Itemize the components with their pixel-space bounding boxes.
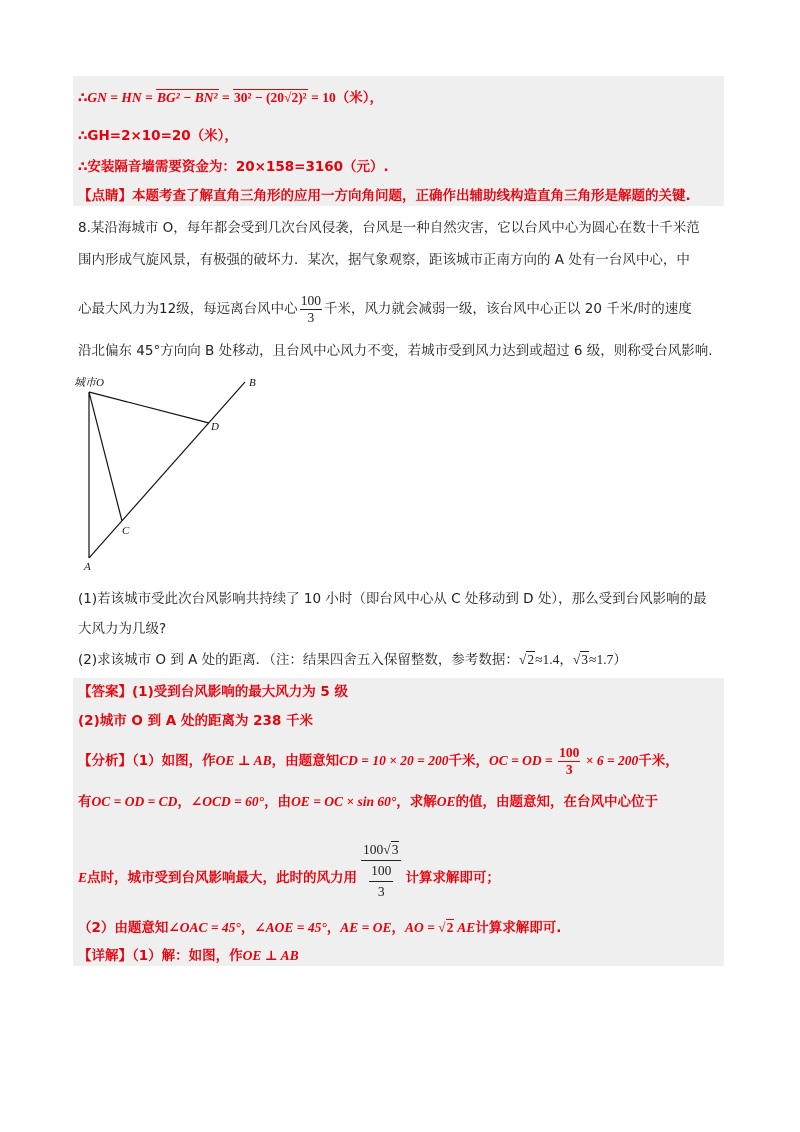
- solution-line-1: ∴GN = HN = BG² − BN² = 30² − (20√2)² = 10（米），: [78, 90, 383, 106]
- sqrt-1: BG² − BN²: [157, 90, 218, 105]
- detail-label: 【详解】: [78, 948, 132, 964]
- analysis-line-3: E点时，城市受到台风影响最大，此时的风力用 100√3 100 3 计算求解即可；: [78, 840, 500, 902]
- label-d: D: [211, 421, 219, 433]
- solution-line-2: ∴GH=2×10=20（米），: [78, 128, 238, 144]
- compound-fraction: 100√3 100 3: [361, 840, 401, 902]
- question-2: (2)求该城市 O 到 A 处的距离．（注：结果四舍五入保留整数，参考数据：√2≈1.4，√3≈1.7）: [78, 652, 627, 668]
- label-b: B: [249, 377, 256, 389]
- answer-line-1: 【答案】(1)受到台风影响的最大风力为 5 级: [78, 684, 349, 700]
- problem-line-1: 8.某沿海城市 O，每年都会受到几次台风侵袭，台风是一种自然灾害，它以台风中心为圆心在数十千米范: [78, 220, 700, 236]
- label-a: A: [84, 561, 91, 572]
- question-1-line-1: (1)若该城市受此次台风影响共持续了 10 小时（即台风中心从 C 处移动到 D 处），那么受到台风影响的最: [78, 591, 707, 607]
- solution-line-3: ∴安装隔音墙需要资金为：20×158=3160（元）.: [78, 159, 389, 175]
- problem-line-2: 围内形成气旋风景，有极强的破坏力．某次，据气象观察，距该城市正南方向的 A 处有一台风中心，中: [78, 252, 690, 268]
- analysis-label: 【分析】: [78, 753, 132, 769]
- label-city-o: 城市O: [74, 377, 104, 389]
- answer-label: 【答案】: [78, 684, 132, 700]
- detail-line: 【详解】（1）解：如图，作OE ⊥ AB: [78, 948, 299, 964]
- analysis-line-1: 【分析】（1）如图，作OE ⊥ AB，由题意知CD = 10 × 20 = 200千米，OC = OD = $\frac{100}{3}$ × 6 = 200千米，: [78, 744, 679, 777]
- analysis-line-2: 有OC = OD = CD，∠OCD = 60°，由OE = OC × sin 60°，求解OE的值，由题意知，在台风中心位于: [78, 794, 659, 810]
- comment-label: 【点睛】: [78, 188, 132, 204]
- analysis-line-4: （2）由题意知∠OAC = 45°，∠AOE = 45°，AE = OE，AO = √2 AE计算求解即可.: [78, 920, 562, 936]
- comment-line: 【点睛】本题考查了解直角三角形的应用一方向角问题，正确作出辅助线构造直角三角形是解题的关键.: [78, 188, 691, 204]
- fraction-100-over-3-b: $\frac{100}{3}$: [559, 744, 580, 777]
- fraction-100-over-3: $\frac{100}{3}$: [300, 292, 321, 325]
- problem-line-3: 心最大风力为12级，每远离台风中心 $\frac{100}{3}$ 千米，风力就会减弱一级，该台风中心正以 20 千米/时的速度: [78, 292, 692, 325]
- sqrt-2: 30² − (20√2)²: [234, 90, 307, 105]
- label-c: C: [122, 525, 130, 537]
- question-1-line-2: 大风力为几级?: [78, 621, 167, 637]
- typhoon-figure: [70, 372, 270, 572]
- answer-line-2: (2)城市 O 到 A 处的距离为 238 千米: [78, 713, 314, 729]
- problem-line-4: 沿北偏东 45°方向向 B 处移动，且台风中心风力不变，若城市受到风力达到或超过 6 级，则称受台风影响.: [78, 343, 713, 359]
